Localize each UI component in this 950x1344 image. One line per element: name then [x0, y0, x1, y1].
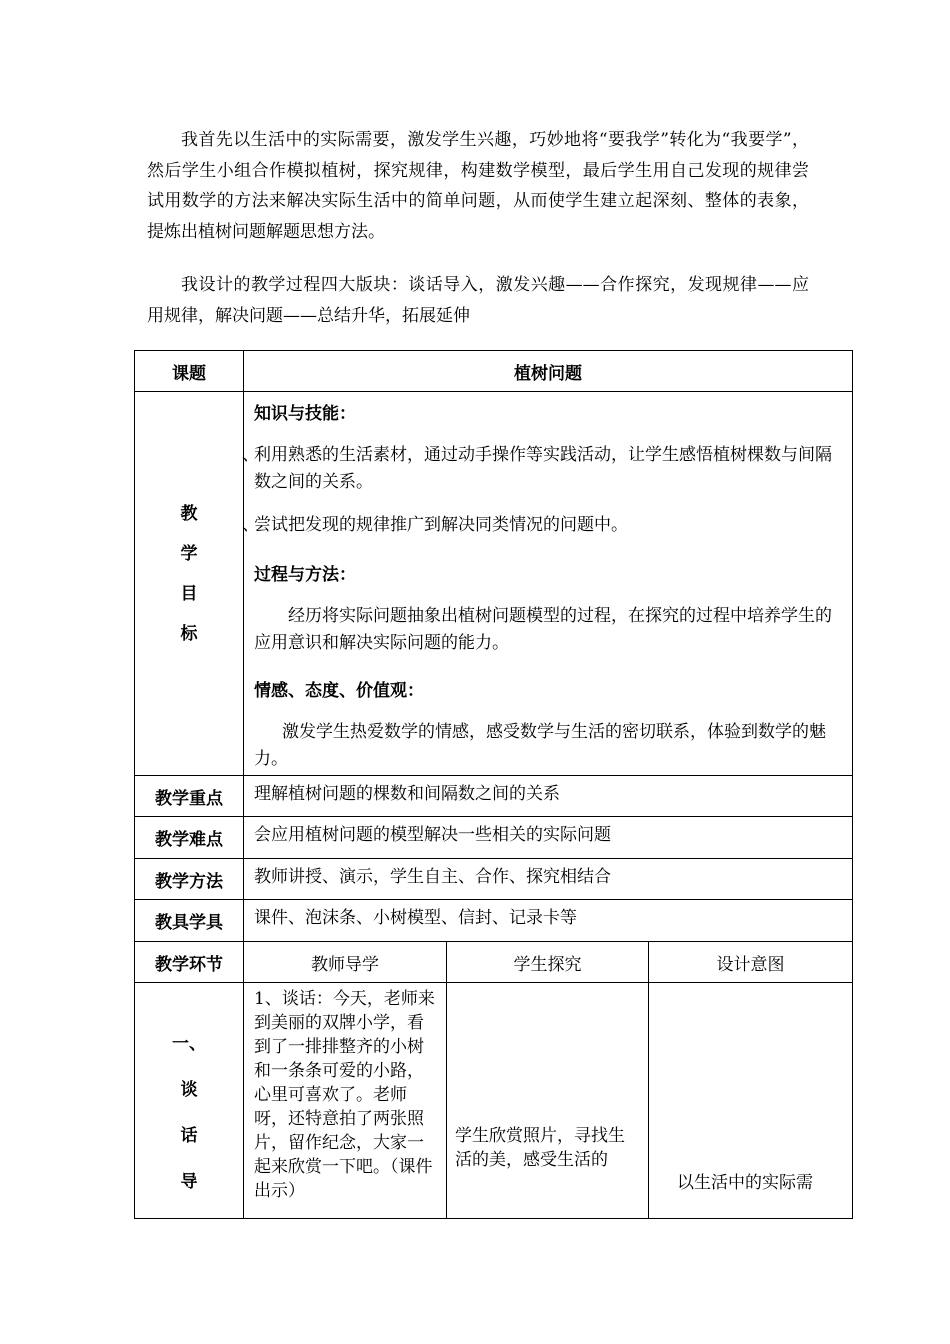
method-value: 教师讲授、演示，学生自主、合作、探究相结合 [244, 859, 853, 900]
knowledge-item-1: 、 利用熟悉的生活素材，通过动手操作等实践活动，让学生感悟植树棵数与间隔数之间的关系。 [242, 445, 832, 492]
student-explore-header: 学生探究 [447, 942, 649, 983]
process-text: 经历将实际问题抽象出植树问题模型的过程，在探究的过程中培养学生的应用意识和解决实际问题的能力。 [254, 606, 832, 653]
knowledge-item-2: 、 尝试把发现的规律推广到解决同类情况的问题中。 [242, 515, 628, 535]
design-intent-header: 设计意图 [649, 942, 853, 983]
process-heading: 过程与方法： [254, 565, 356, 585]
key-point-row [135, 776, 853, 817]
stage-1-row [135, 983, 853, 1219]
tools-label: 教具学具 [135, 900, 244, 942]
difficulty-row [135, 817, 853, 859]
topic-value: 植树问题 [244, 351, 853, 392]
key-point-label: 教学重点 [135, 776, 244, 817]
lesson-plan-table [134, 350, 853, 1219]
stage-1-label-char: 谈 [180, 1080, 198, 1100]
emotion-text: 激发学生热爱数学的情感，感受数学与生活的密切联系，体验到数学的魅力。 [254, 722, 826, 769]
stage-1-teacher-text: 1、谈话：今天，老师来到美丽的双牌小学，看到了一排排整齐的小树和一条条可爱的小路，心里可喜欢了。老师呀，还特意拍了两张照片，留作纪念，大家一起来欣赏一下吧。（课件出示） [254, 989, 435, 1201]
stage-1-intent [649, 983, 853, 1219]
stage-1-label-char: 话 [180, 1126, 198, 1146]
stage-header-label: 教学环节 [135, 942, 244, 983]
objectives-label [135, 392, 244, 776]
stage-1-label-char: 一、 [172, 1034, 206, 1054]
objectives-content [244, 392, 853, 776]
teacher-guide-header: 教师导学 [244, 942, 447, 983]
topic-row [135, 351, 853, 392]
tools-value: 课件、泡沫条、小树模型、信封、记录卡等 [244, 900, 853, 942]
emotion-heading: 情感、态度、价值观： [254, 681, 424, 701]
stage-1-intent-text: 以生活中的实际需 [677, 1173, 813, 1193]
objectives-row [135, 392, 853, 776]
objectives-label-char: 目 [180, 583, 198, 604]
difficulty-value: 会应用植树问题的模型解决一些相关的实际问题 [244, 817, 853, 859]
topic-label: 课题 [135, 351, 244, 392]
objectives-label-char: 教 [180, 503, 198, 524]
intro-paragraph-2: 我设计的教学过程四大版块：谈话导入，激发兴趣——合作探究，发现规律——应用规律，解决问题——总结升华，拓展延伸 [147, 275, 809, 326]
stage-header-row [135, 942, 853, 983]
stage-1-teacher [244, 983, 447, 1219]
stage-1-label [135, 983, 244, 1219]
tools-row [135, 900, 853, 942]
intro-paragraph-1: 我首先以生活中的实际需要，激发学生兴趣，巧妙地将“要我学”转化为“我要学”，然后学生小组合作模拟植树，探究规律，构建数学模型，最后学生用自己发现的规律尝试用数学的方法来解决实际生活中的简单问题，从而使学生建立起深刻、整体的表象，提炼出植树问题解题思想方法。 [147, 130, 809, 242]
method-row [135, 859, 853, 900]
knowledge-heading: 知识与技能： [254, 404, 356, 424]
method-label: 教学方法 [135, 859, 244, 900]
key-point-value: 理解植树问题的棵数和间隔数之间的关系 [244, 776, 853, 817]
objectives-label-char: 学 [180, 543, 198, 564]
stage-1-student [447, 983, 649, 1219]
difficulty-label: 教学难点 [135, 817, 244, 859]
objectives-label-char: 标 [180, 623, 198, 644]
stage-1-label-char: 导 [180, 1172, 198, 1192]
stage-1-student-text: 学生欣赏照片，寻找生活的美，感受生活的 [455, 1126, 625, 1170]
